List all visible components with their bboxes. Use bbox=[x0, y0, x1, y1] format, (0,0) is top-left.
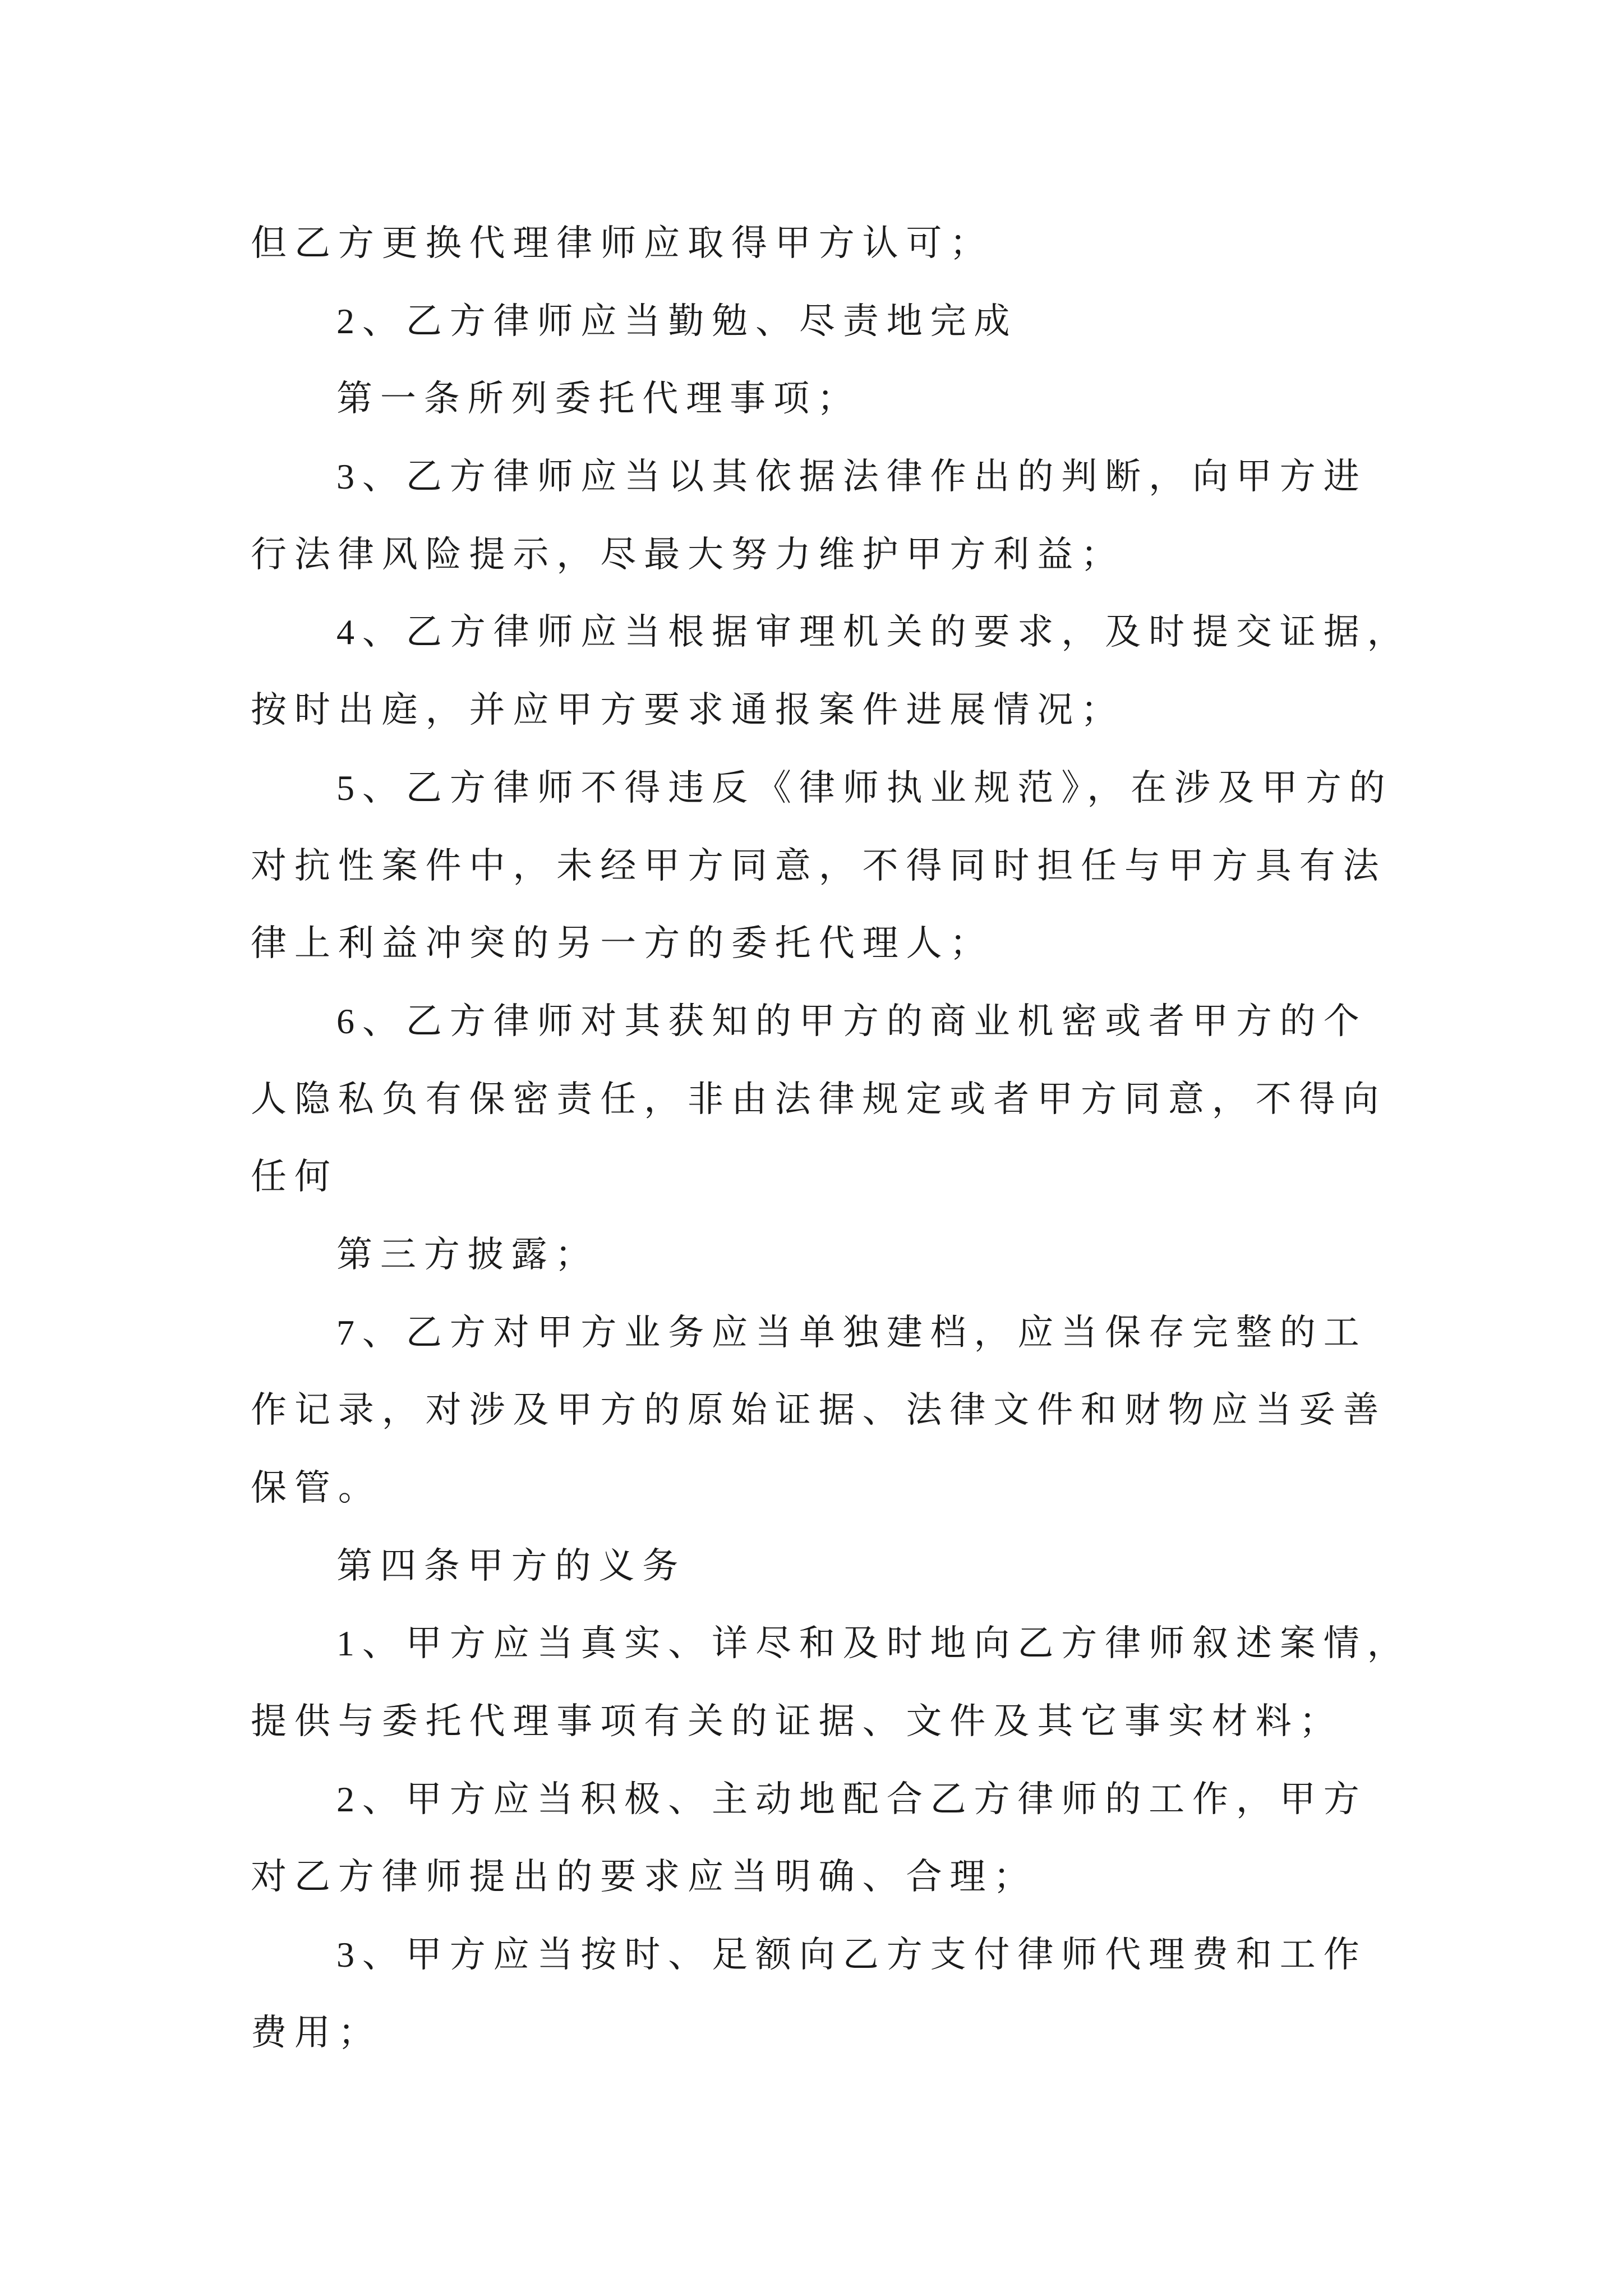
text-line: 第一条所列委托代理事项； bbox=[336, 379, 861, 419]
text-line: 3、乙方律师应当以其依据法律作出的判断，向甲方进 bbox=[336, 457, 1367, 497]
text-line: 5、乙方律师不得违反《律师执业规范》，在涉及甲方的 bbox=[336, 767, 1393, 808]
text-line: 按时出庭，并应甲方要求通报案件进展情况； bbox=[251, 690, 1124, 730]
text-line: 保管。 bbox=[251, 1468, 382, 1508]
text-line: 律上利益冲突的另一方的委托代理人； bbox=[251, 923, 994, 964]
text-line: 2、乙方律师应当勤勉、尽责地完成 bbox=[336, 301, 1018, 341]
text-line: 任何 bbox=[251, 1157, 338, 1197]
section-heading: 第四条甲方的义务 bbox=[336, 1545, 686, 1586]
document-body bbox=[0, 205, 1623, 2072]
text-line: 费用； bbox=[251, 2012, 382, 2053]
text-line: 4、乙方律师应当根据审理机关的要求，及时提交证据， bbox=[336, 612, 1411, 652]
text-line: 2、甲方应当积极、主动地配合乙方律师的工作，甲方 bbox=[336, 1779, 1367, 1819]
text-line: 7、乙方对甲方业务应当单独建档，应当保存完整的工 bbox=[336, 1312, 1367, 1352]
text-line: 1、甲方应当真实、详尽和及时地向乙方律师叙述案情， bbox=[336, 1623, 1411, 1664]
text-line: 人隐私负有保密责任，非由法律规定或者甲方同意，不得向 bbox=[251, 1079, 1387, 1119]
text-line: 6、乙方律师对其获知的甲方的商业机密或者甲方的个 bbox=[336, 1001, 1367, 1041]
text-line: 但乙方更换代理律师应取得甲方认可； bbox=[251, 223, 994, 263]
text-line: 行法律风险提示，尽最大努力维护甲方利益； bbox=[251, 534, 1124, 574]
text-line: 第三方披露； bbox=[336, 1234, 599, 1274]
text-line: 对抗性案件中，未经甲方同意，不得同时担任与甲方具有法 bbox=[251, 845, 1387, 886]
text-line: 作记录，对涉及甲方的原始证据、法律文件和财物应当妥善 bbox=[251, 1390, 1387, 1430]
text-line: 3、甲方应当按时、足额向乙方支付律师代理费和工作 bbox=[336, 1935, 1367, 1975]
text-line: 提供与委托代理事项有关的证据、文件及其它事实材料； bbox=[251, 1701, 1343, 1742]
text-line: 对乙方律师提出的要求应当明确、合理； bbox=[251, 1857, 1038, 1897]
